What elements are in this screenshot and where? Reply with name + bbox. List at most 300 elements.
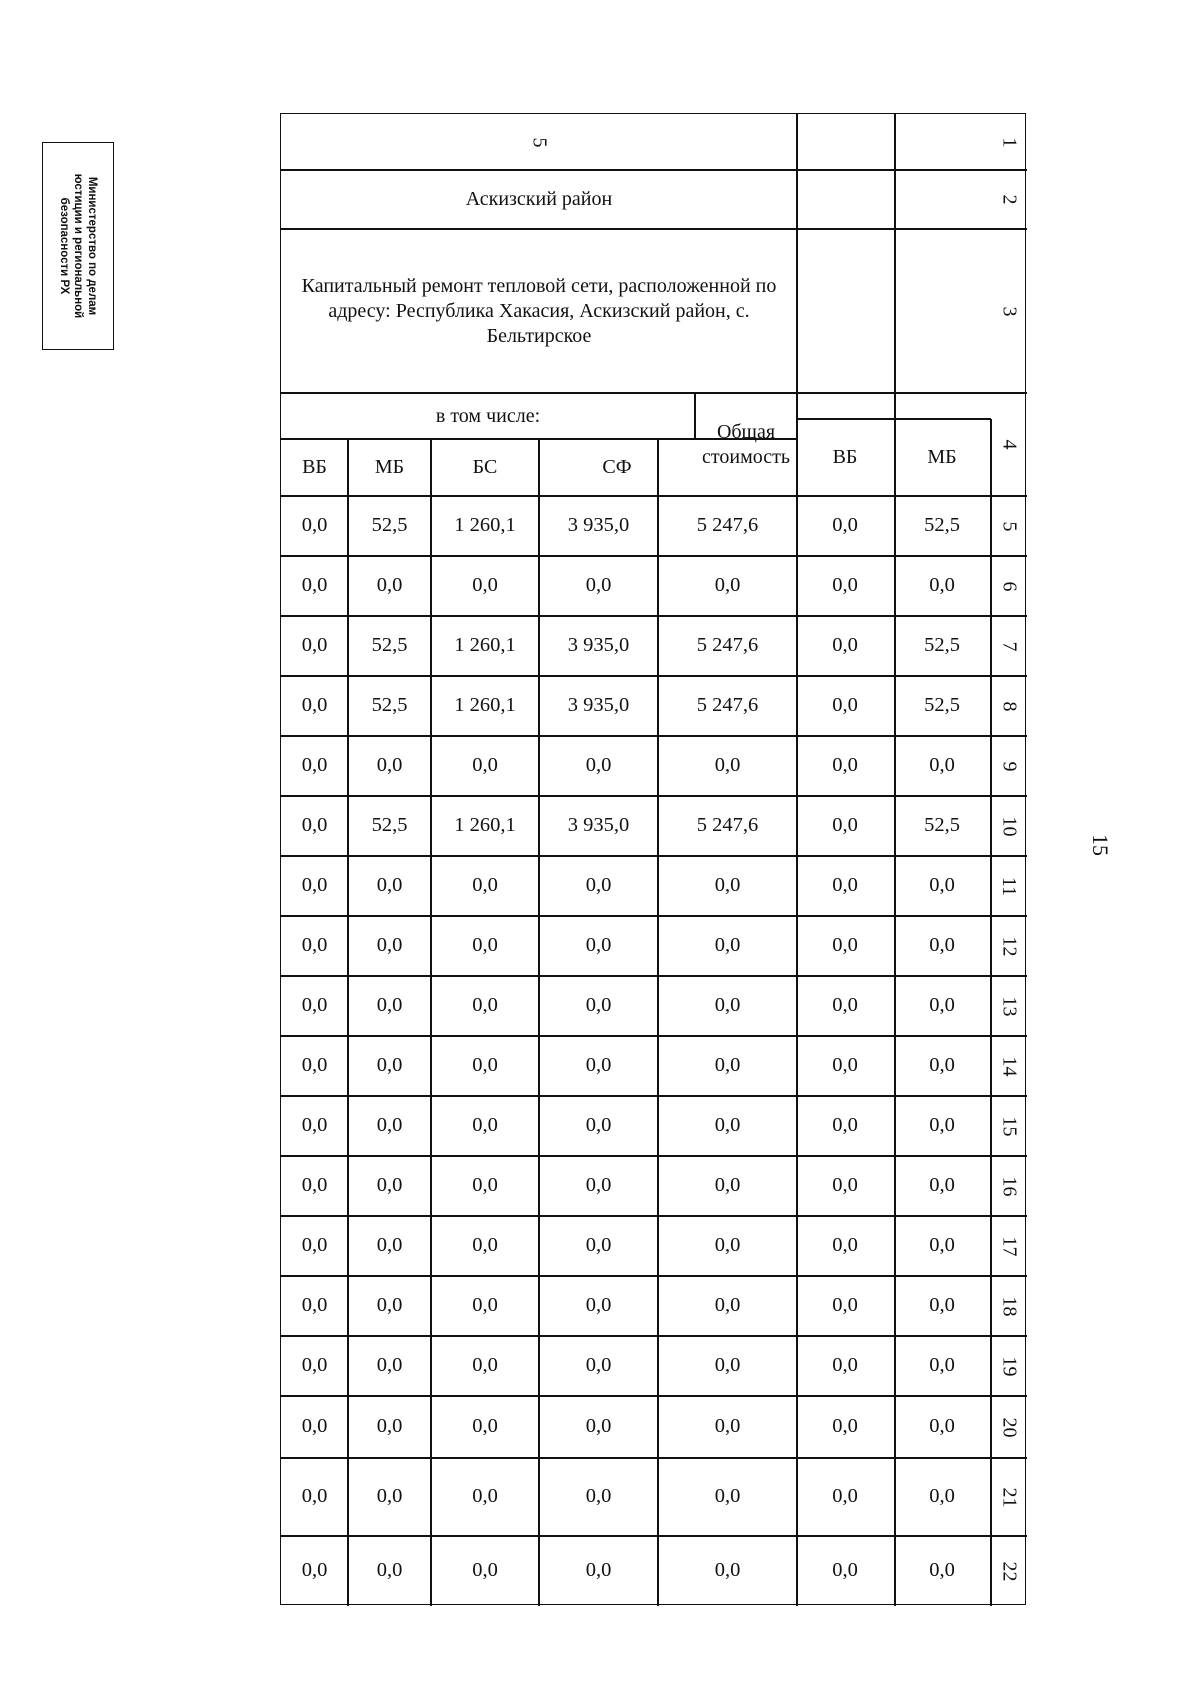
column-number-text: 3: [998, 306, 1021, 316]
table-cell-text: 0,0: [929, 934, 955, 957]
table-cell: [431, 856, 539, 916]
table-cell-text: 0,0: [472, 1114, 498, 1137]
table-cell-text: 0,0: [714, 754, 741, 777]
project-title: [293, 229, 785, 393]
column-number: [991, 1458, 1027, 1536]
table-cell-text: 3 935,0: [567, 814, 630, 837]
table-cell: [348, 1156, 431, 1216]
table-cell-text: 0,0: [472, 994, 498, 1017]
table-cell-text: 0,0: [472, 934, 498, 957]
table-cell-text: 52,5: [924, 694, 960, 717]
group-number: [281, 114, 797, 170]
project-title-text: Капитальный ремонт тепловой сети, расположенной по адресу: Республика Хакасия, Аскизский район, с. Бельтирское: [301, 274, 777, 347]
table-cell: [893, 1216, 991, 1276]
table-cell: [539, 1336, 658, 1396]
table-cell-text: 0,0: [832, 1294, 858, 1317]
table-cell-text: 0,0: [472, 1354, 498, 1377]
table-cell: [348, 1536, 431, 1606]
table-cell-text: 0,0: [929, 1294, 955, 1317]
table-cell: [658, 616, 797, 676]
table-cell-text: 0,0: [301, 1114, 328, 1137]
table-cell-text: 0,0: [714, 1174, 741, 1197]
col-header-mb-2-text: МБ: [927, 446, 957, 468]
table-cell-text: 0,0: [301, 1054, 328, 1077]
table-cell-text: 0,0: [585, 1234, 612, 1257]
col-header-bs: [431, 439, 539, 496]
table-cell: [797, 1036, 893, 1096]
table-cell-text: 0,0: [832, 874, 858, 897]
table-cell: [539, 1156, 658, 1216]
table-cell: [431, 1156, 539, 1216]
table-cell-text: 52,5: [371, 634, 408, 657]
table-cell-text: 0,0: [714, 1294, 741, 1317]
table-cell: [893, 1536, 991, 1606]
col-header-mb-2: [893, 419, 991, 496]
table-cell-text: 0,0: [301, 1354, 328, 1377]
column-number: [991, 796, 1027, 856]
table-cell: [797, 496, 893, 556]
table-cell-text: 0,0: [714, 1354, 741, 1377]
table-cell: [348, 1096, 431, 1156]
district-title: [281, 170, 797, 229]
column-number-text: 10: [998, 816, 1021, 836]
table-cell: [431, 736, 539, 796]
table-cell: [431, 1216, 539, 1276]
col-header-vb-text: ВБ: [302, 456, 327, 478]
table-cell: [539, 1096, 658, 1156]
column-number: [991, 1336, 1027, 1396]
table-cell-text: 0,0: [301, 934, 328, 957]
table-cell-text: 0,0: [832, 934, 858, 957]
column-number-text: 11: [998, 876, 1021, 896]
column-number-text: 6: [998, 581, 1021, 591]
group-number-text: 5: [528, 137, 551, 147]
table-cell-text: 0,0: [376, 1415, 403, 1438]
col-header-mb-text: МБ: [374, 456, 405, 478]
column-number: [991, 856, 1027, 916]
table-cell: [797, 1336, 893, 1396]
table-cell-text: 0,0: [585, 1294, 612, 1317]
table-cell: [348, 1458, 431, 1536]
including-label: [281, 393, 695, 439]
table-cell: [658, 736, 797, 796]
table-cell: [281, 1036, 348, 1096]
table-cell: [797, 976, 893, 1036]
table-cell-text: 0,0: [472, 1234, 498, 1257]
table-cell-text: 0,0: [585, 1354, 612, 1377]
table-cell: [539, 976, 658, 1036]
table-cell: [431, 616, 539, 676]
table-cell-text: 0,0: [714, 1415, 741, 1438]
column-number-text: 17: [998, 1236, 1021, 1256]
district-title-text: Аскизский район: [465, 188, 613, 210]
column-number: [991, 616, 1027, 676]
including-label-text: в том числе:: [435, 404, 541, 427]
table-cell-text: 0,0: [832, 1054, 858, 1077]
table-cell-text: 0,0: [832, 814, 858, 837]
table-cell-text: 0,0: [301, 994, 328, 1017]
table-cell-text: 0,0: [376, 934, 403, 957]
table-cell-text: 0,0: [832, 1234, 858, 1257]
table-cell-text: 0,0: [929, 1354, 955, 1377]
column-number: [991, 1156, 1027, 1216]
table-cell: [281, 796, 348, 856]
table-cell-text: 0,0: [301, 1234, 328, 1257]
table-cell: [348, 916, 431, 976]
table-cell-text: 52,5: [924, 814, 960, 837]
table-cell: [797, 1096, 893, 1156]
table-cell: [658, 1036, 797, 1096]
table-cell: [539, 1396, 658, 1458]
table-cell: [348, 496, 431, 556]
column-number-text: 2: [998, 194, 1021, 205]
table-cell: [797, 1458, 893, 1536]
table-cell: [348, 1216, 431, 1276]
table-cell-text: 1 260,1: [454, 694, 516, 717]
table-cell-text: 0,0: [929, 574, 955, 597]
table-cell: [348, 1036, 431, 1096]
table-cell: [348, 556, 431, 616]
col-header-sf-text: СФ: [602, 456, 632, 478]
table-cell: [281, 916, 348, 976]
table-cell: [431, 796, 539, 856]
column-number-text: 8: [998, 701, 1021, 711]
table-cell: [893, 1396, 991, 1458]
table-cell-text: 0,0: [301, 1485, 328, 1508]
table-cell-text: 0,0: [832, 1354, 858, 1377]
table-cell: [539, 676, 658, 736]
table-cell-text: 0,0: [832, 1559, 858, 1582]
table-cell-text: 0,0: [832, 1485, 858, 1508]
table-cell-text: 0,0: [585, 1559, 612, 1582]
table-cell: [893, 1276, 991, 1336]
table-cell: [281, 856, 348, 916]
table-cell: [431, 916, 539, 976]
table-cell: [431, 976, 539, 1036]
column-number-text: 15: [998, 1116, 1021, 1136]
table-cell: [539, 1216, 658, 1276]
table-cell-text: 0,0: [301, 874, 328, 897]
table-cell-text: 0,0: [585, 994, 612, 1017]
table-cell: [893, 496, 991, 556]
table-cell-text: 0,0: [376, 574, 403, 597]
total-cost-header-text: Общая стоимость: [702, 420, 790, 468]
stamp-text: [57, 143, 99, 349]
table-cell: [797, 796, 893, 856]
table-cell: [281, 736, 348, 796]
table-cell-text: 0,0: [832, 694, 858, 717]
table-cell-text: 0,0: [376, 1294, 403, 1317]
table-cell: [281, 616, 348, 676]
table-cell: [658, 1276, 797, 1336]
table-cell-text: 0,0: [832, 1114, 858, 1137]
column-number: [991, 170, 1027, 229]
table-cell: [658, 1396, 797, 1458]
table-cell: [797, 1396, 893, 1458]
table-cell: [281, 976, 348, 1036]
table-cell: [893, 676, 991, 736]
table-cell-text: 0,0: [585, 874, 612, 897]
table-cell: [893, 976, 991, 1036]
ministry-stamp: [42, 142, 114, 350]
table-cell: [539, 556, 658, 616]
table-cell: [348, 676, 431, 736]
total-cost-header: [695, 393, 797, 496]
table-cell: [797, 736, 893, 796]
table-cell: [348, 1336, 431, 1396]
table-cell-text: 5 247,6: [696, 694, 759, 717]
table-cell: [658, 916, 797, 976]
column-number: [991, 114, 1027, 170]
table-cell: [893, 1336, 991, 1396]
table-cell: [431, 1336, 539, 1396]
table-cell-text: 0,0: [714, 934, 741, 957]
table-cell: [893, 1156, 991, 1216]
table-cell: [658, 676, 797, 736]
table-cell-text: 0,0: [376, 754, 403, 777]
table-cell-text: 0,0: [832, 634, 858, 657]
table-cell: [797, 1536, 893, 1606]
table-cell-text: 0,0: [472, 754, 498, 777]
table-cell-text: 0,0: [714, 874, 741, 897]
table-cell-text: 5 247,6: [696, 634, 759, 657]
table-cell-text: 0,0: [376, 994, 403, 1017]
page-number: 15: [1088, 834, 1113, 856]
table-cell-text: 0,0: [301, 514, 328, 537]
table-cell: [281, 1336, 348, 1396]
table-cell-text: 1 260,1: [454, 514, 516, 537]
table-cell-text: 0,0: [714, 1559, 741, 1582]
table-cell: [797, 616, 893, 676]
table-cell: [658, 1216, 797, 1276]
table-cell-text: 5 247,6: [696, 814, 759, 837]
table-cell-text: 0,0: [301, 694, 328, 717]
table-cell-text: 0,0: [376, 1174, 403, 1197]
table-cell-text: 0,0: [714, 1234, 741, 1257]
table-cell-text: 0,0: [714, 1485, 741, 1508]
table-cell: [539, 1276, 658, 1336]
table-cell-text: 0,0: [376, 1234, 403, 1257]
table-cell-text: 0,0: [832, 754, 858, 777]
table-cell-text: 0,0: [714, 1114, 741, 1137]
table-cell: [281, 1396, 348, 1458]
table-cell: [539, 1536, 658, 1606]
column-number: [991, 736, 1027, 796]
table-cell-text: 0,0: [585, 1415, 612, 1438]
table-cell: [431, 1396, 539, 1458]
table-cell-text: 0,0: [929, 754, 955, 777]
table-cell-text: 0,0: [376, 1485, 403, 1508]
column-number-text: 7: [998, 641, 1021, 651]
table-cell-text: 52,5: [924, 634, 960, 657]
table-cell: [431, 1458, 539, 1536]
table-cell-text: 52,5: [371, 514, 408, 537]
table-cell: [431, 1276, 539, 1336]
table-cell: [348, 1396, 431, 1458]
table-cell-text: 0,0: [376, 874, 403, 897]
table-cell: [797, 1156, 893, 1216]
table-cell-text: 0,0: [714, 1054, 741, 1077]
table-cell: [539, 1036, 658, 1096]
column-number-text: 20: [998, 1417, 1021, 1437]
table-cell-text: 1 260,1: [454, 814, 516, 837]
table-cell-text: 0,0: [376, 1054, 403, 1077]
table-cell: [539, 736, 658, 796]
stamp-line: юстиции и региональной: [72, 173, 84, 319]
table-cell-text: 0,0: [929, 1559, 955, 1582]
table-cell: [431, 1536, 539, 1606]
stamp-line: Министерство по делам: [86, 176, 98, 316]
table-cell: [431, 496, 539, 556]
table-cell: [797, 556, 893, 616]
table-cell-text: 0,0: [585, 934, 612, 957]
column-number-text: 14: [998, 1056, 1021, 1076]
table-cell: [281, 1536, 348, 1606]
table-cell-text: 0,0: [929, 1174, 955, 1197]
table-cell: [893, 736, 991, 796]
table-cell: [348, 856, 431, 916]
column-number: [991, 1216, 1027, 1276]
column-number: [991, 676, 1027, 736]
table-cell: [658, 556, 797, 616]
table-cell-text: 0,0: [472, 1559, 498, 1582]
table-cell: [348, 616, 431, 676]
table-cell-text: 0,0: [832, 1174, 858, 1197]
table-cell-text: 3 935,0: [567, 634, 630, 657]
table-cell-text: 0,0: [832, 574, 858, 597]
column-number-text: 16: [998, 1176, 1021, 1196]
col-header-vb: [281, 439, 348, 496]
column-number-text: 9: [998, 761, 1021, 771]
table-cell-text: 0,0: [301, 1294, 328, 1317]
table-cell-text: 0,0: [929, 1054, 955, 1077]
table-cell: [658, 1458, 797, 1536]
table-cell-text: 0,0: [301, 574, 328, 597]
table-cell: [539, 616, 658, 676]
table-cell-text: 0,0: [376, 1559, 403, 1582]
table-cell: [893, 916, 991, 976]
table-cell: [281, 556, 348, 616]
col-header-bs-text: БС: [472, 456, 498, 478]
table-cell: [281, 1216, 348, 1276]
table-cell: [431, 1036, 539, 1096]
table-cell-text: 0,0: [929, 1114, 955, 1137]
table-cell: [348, 736, 431, 796]
column-number: [991, 496, 1027, 556]
table-cell: [281, 1458, 348, 1536]
table-cell: [797, 916, 893, 976]
table-cell-text: 52,5: [924, 514, 960, 537]
table-cell-text: 52,5: [371, 694, 408, 717]
table-cell-text: 3 935,0: [567, 514, 630, 537]
budget-table: [280, 113, 1026, 1605]
column-number: [991, 393, 1027, 496]
table-cell: [348, 976, 431, 1036]
column-number-text: 18: [998, 1296, 1021, 1316]
column-number: [991, 1536, 1027, 1606]
table-cell: [893, 556, 991, 616]
column-number: [991, 1276, 1027, 1336]
table-cell-text: 0,0: [376, 1354, 403, 1377]
table-cell-text: 0,0: [585, 574, 612, 597]
table-cell: [797, 1276, 893, 1336]
table-cell: [797, 856, 893, 916]
table-cell: [281, 1276, 348, 1336]
table-cell-text: 5 247,6: [696, 514, 759, 537]
table-cell-text: 0,0: [472, 1485, 498, 1508]
table-cell: [658, 796, 797, 856]
table-cell-text: 0,0: [929, 1234, 955, 1257]
table-cell-text: 0,0: [585, 1114, 612, 1137]
column-number-text: 12: [998, 936, 1021, 956]
table-cell-text: 0,0: [832, 994, 858, 1017]
col-header-mb: [348, 439, 431, 496]
column-number-text: 1: [998, 137, 1021, 147]
table-cell: [281, 676, 348, 736]
table-cell-text: 0,0: [376, 1114, 403, 1137]
table-cell-text: 0,0: [929, 1415, 955, 1438]
column-number: [991, 976, 1027, 1036]
table-cell-text: 0,0: [585, 1054, 612, 1077]
table-cell-text: 0,0: [301, 1559, 328, 1582]
stamp-line: безопасности РХ: [58, 197, 70, 295]
table-cell-text: 0,0: [929, 1485, 955, 1508]
table-cell: [893, 1036, 991, 1096]
table-cell: [281, 496, 348, 556]
table-cell-text: 0,0: [585, 1485, 612, 1508]
column-number: [991, 1036, 1027, 1096]
table-cell-text: 0,0: [301, 1174, 328, 1197]
column-number-text: 21: [998, 1487, 1021, 1507]
table-cell-text: 0,0: [472, 1054, 498, 1077]
table-cell: [797, 1216, 893, 1276]
table-cell: [658, 1336, 797, 1396]
column-number: [991, 1096, 1027, 1156]
column-number: [991, 916, 1027, 976]
table-cell-text: 0,0: [301, 754, 328, 777]
col-header-vb-2: [797, 419, 893, 496]
table-cell: [658, 496, 797, 556]
column-number: [991, 229, 1027, 393]
column-number: [991, 1396, 1027, 1458]
table-cell-text: 0,0: [301, 814, 328, 837]
table-cell-text: 0,0: [585, 1174, 612, 1197]
table-cell: [539, 796, 658, 856]
table-cell-text: 0,0: [832, 514, 858, 537]
table-cell: [893, 1458, 991, 1536]
table-cell: [281, 1096, 348, 1156]
table-cell: [539, 1458, 658, 1536]
column-number-text: 5: [998, 521, 1021, 531]
table-cell: [539, 496, 658, 556]
table-cell-text: 0,0: [472, 1294, 498, 1317]
col-header-sf: [539, 439, 695, 496]
table-cell-text: 0,0: [472, 1415, 498, 1438]
table-cell: [431, 676, 539, 736]
col-header-vb-2-text: ВБ: [832, 446, 858, 468]
table-cell: [348, 796, 431, 856]
column-number-text: 19: [998, 1356, 1021, 1376]
table-cell-text: 0,0: [301, 634, 328, 657]
table-cell-text: 0,0: [585, 754, 612, 777]
table-cell: [893, 796, 991, 856]
table-cell-text: 0,0: [472, 574, 498, 597]
table-cell-text: 52,5: [371, 814, 408, 837]
table-cell: [658, 1096, 797, 1156]
table-cell: [658, 1156, 797, 1216]
table-cell: [658, 856, 797, 916]
table-cell-text: 0,0: [929, 994, 955, 1017]
